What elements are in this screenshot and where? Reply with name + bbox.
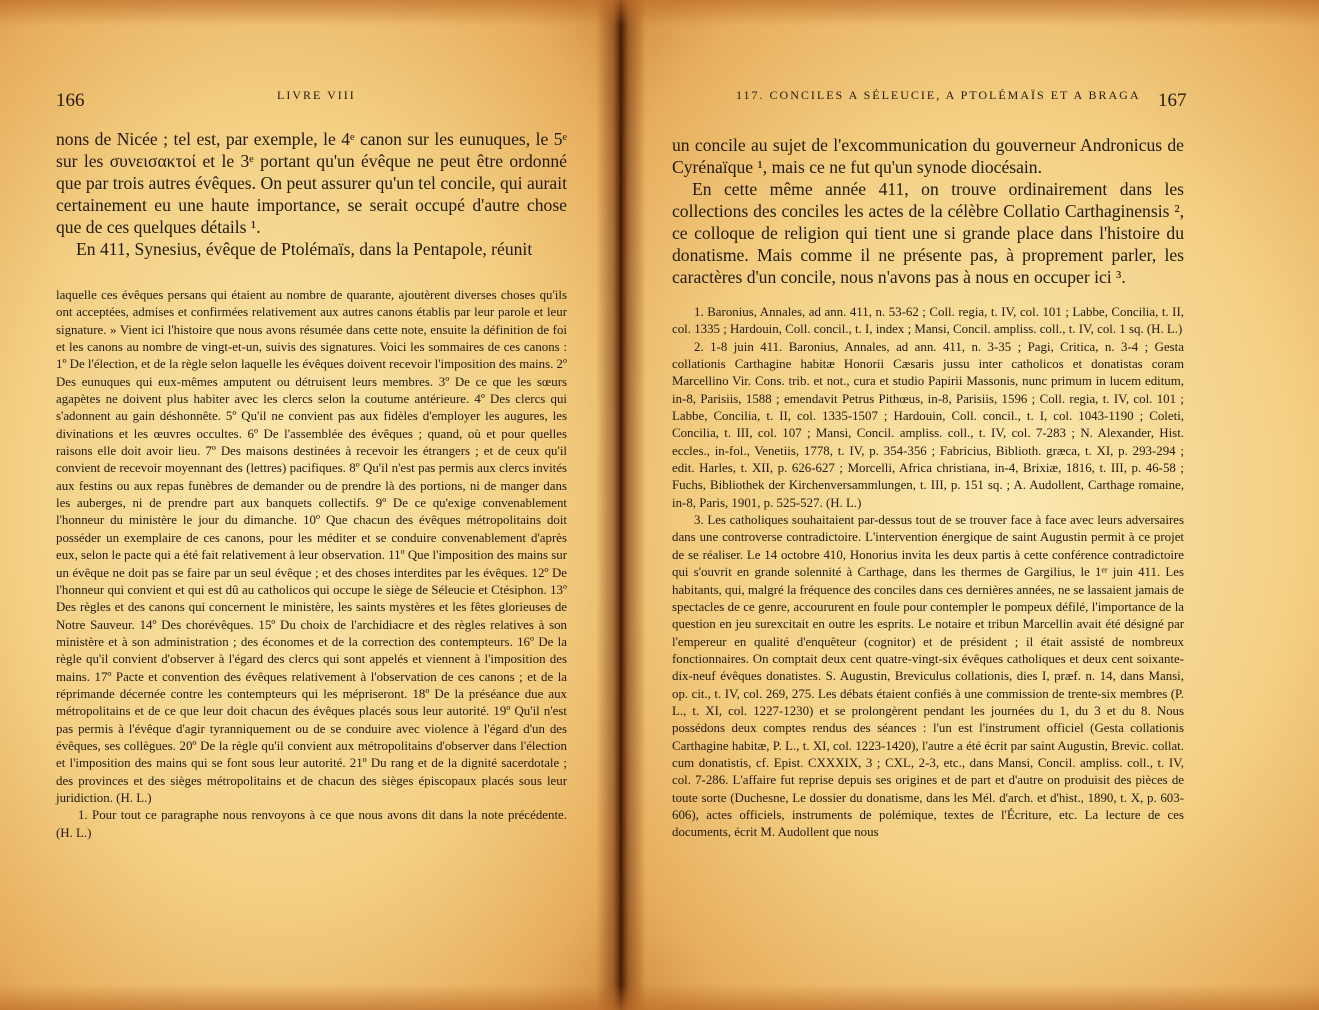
running-head: LIVRE VIII — [277, 88, 356, 102]
footnote: 1. Baronius, Annales, ad ann. 411, n. 53-62 ; Coll. regia, t. IV, col. 101 ; Labbe, Concilia, t. II, col. 1335 ; Hardouin, Coll. concil., t. I, index ; Mansi, Concil. ampliss. coll., t. IV, col. 1 sq. (H. L.) — [672, 305, 1184, 337]
main-paragraph: nons de Nicée ; tel est, par exemple, le 4ᵉ canon sur les eunuques, le 5ᵉ sur les συνεισακτοί et le 3ᵉ portant qu'un évêque ne peut être ordonné que par trois autres évêques. On peut assurer qu'un tel concile, qui aurait certainement eu une haute importance, se serait occupé d'autre chose que de ces quelques détails ¹. — [56, 129, 567, 237]
footnote: 2. 1-8 juin 411. Baronius, Annales, ad ann. 411, n. 3-35 ; Pagi, Critica, n. 3-4 ; Gesta collationis Carthagine habitæ Honorii Cæsaris jussu inter catholicos et donatistas coram Marcellino Vir. Cons. trib. et not., cura et studio Papirii Massonis, nunc primum in lucem editum, in-8, Parisiis, 1588 ; emendavit Petrus Pithœus, in-8, Parisiis, 1596 ; Coll. regia, t. IV, col. 101 ; Labbe, Concilia, t. II, col. 1335-1507 ; Hardouin, Coll. concil., t. I, col. 1043-1190 ; Coleti, Concilia, t. III, col. 107 ; Mansi, Concil. ampliss. coll., t. IV, col. 7-283 ; N. Alexander, Hist. eccles., in-fol., Venetiis, 1778, t. IV, p. 354-356 ; Fabricius, Biblioth. græca, t. XI, p. 293-294 ; edit. Harles, t. XII, p. 626-627 ; Morcelli, Africa christiana, in-4, Brixiæ, 1816, t. III, p. 46-58 ; Fuchs, Bibliothek der Kirchenversammlungen, t. III, p. 151 sq. ; A. Audollent, Carthage romaine, in-8, Paris, 1901, p. 525-527. (H. L.) — [672, 339, 1184, 510]
book-gutter — [596, 0, 646, 1010]
page-number: 166 — [56, 90, 85, 111]
page-edge-shadow — [0, 0, 1319, 26]
main-paragraph: En cette même année 411, on trouve ordinairement dans les collections des conciles les actes de la célèbre Collatio Carthaginensis ², ce colloque de religion qui tient une si grande place dans l'histoire du donatisme. Mais comme il ne présente pas, à proprement parler, les caractères d'un concile, nous n'avons pas à nous en occuper ici ³. — [672, 179, 1184, 287]
footnote-block — [672, 304, 1184, 842]
running-head: 117. CONCILES A SÉLEUCIE, A PTOLÉMAÏS ET A BRAGA — [736, 88, 1141, 102]
right-page — [622, 0, 1319, 1010]
footnote: 1. Pour tout ce paragraphe nous renvoyons à ce que nous avons dit dans la note précédente. (H. L.) — [56, 808, 567, 840]
main-paragraph: un concile au sujet de l'excommunication du gouverneur Andronicus de Cyrénaïque ¹, mais ce ne fut qu'un synode diocésain. — [672, 135, 1184, 177]
left-page — [0, 0, 620, 1010]
footnote: 3. Les catholiques souhaitaient par-dessus tout de se trouver face à face avec leurs adversaires dans une controverse contradictoire. L'intervention énergique de saint Augustin permit à ce projet de se réaliser. Le 14 octobre 410, Honorius invita les deux partis à cette conférence contradictoire qui s'ouvrit en grande solennité à Carthage, dans les thermes de Gargilius, le 1ᵉʳ juin 411. Les habitants, qui, malgré la fréquence des conciles dans ces dernières années, ne se lassaient jamais de spectacles de ce genre, accoururent en foule pour contempler le pompeux défilé, l'importance de la question en jeu surexcitait en outre les esprits. Le notaire et tribun Marcellin avait été désigné par l'empereur en qualité d'enquêteur (cognitor) et de président ; il était assisté de nombreux fonctionnaires. On comptait deux cent quatre-vingt-six évêques catholiques et deux cent soixante-dix-neuf évêques donatistes. S. Augustin, Breviculus collationis, dies I, præf. n. 14, dans Mansi, op. cit., t. IV, col. 269, 275. Les débats étaient confiés à une commission de trente-six membres (P. L., t. XI, col. 1227-1230) et se prolongèrent pendant les journées du 1, du 3 et du 8. Nous possédons deux comptes rendus des séances : l'un est l'instrument officiel (Gesta collationis Carthagine habitæ, P. L., t. XI, col. 1223-1420), l'autre a été écrit par saint Augustin, Brevic. collat. cum donatistis, cf. Epist. CXXXIX, 3 ; CXL, 2-3, etc., dans Mansi, Concil. ampliss. coll., t. IV, col. 7-286. L'affaire fut reprise depuis ses origines et de part et d'autre on produisit des pièces de toute sorte (Duchesne, Le dossier du donatisme, dans les Mél. d'arch. et d'hist., 1890, t. X, p. 603-606), actes officiels, instruments de polémique, textes de l'Écriture, etc. La lecture de ces documents, écrit M. Audollent que nous — [672, 513, 1184, 840]
page-number: 167 — [1158, 90, 1187, 111]
footnote-block — [56, 287, 567, 842]
main-paragraph: En 411, Synesius, évêque de Ptolémaïs, dans la Pentapole, réunit — [76, 239, 533, 259]
footnote-continuation: laquelle ces évêques persans qui étaient au nombre de quarante, ajoutèrent diverses choses qu'ils ont acceptées, admises et confirmées relativement aux autres canons établis par leur parole et leur signature. » Vient ici l'histoire que nous avons résumée dans cette note, ensuite la définition de foi et les canons au nombre de vingt-et-un, suivis des signatures. Voici les sommaires de ces canons : 1º De l'élection, et de la règle selon laquelle les évêques doivent recevoir l'imposition des mains. 2º Des eunuques qui eux-mêmes amputent ou détruisent leurs membres. 3º De ce que les sœurs agapètes ne doivent plus habiter avec les clercs selon la coutume antérieure. 4º Des clercs qui s'adonnent au gain déshonnête. 5º Qu'il ne convient pas aux fidèles d'employer les augures, les divinations et les œuvres occultes. 6º De l'assemblée des évêques ; quand, où et pour quelles raisons elle doit avoir lieu. 7º Des maisons destinées à recevoir les étrangers ; et de ceux qu'il convient de recevoir moyennant des (lettres) pacifiques. 8º Qu'il n'est pas permis aux clercs invités aux festins ou aux repas funèbres de demander ou de prendre là des portions, ni de manger dans les auberges, ni de prendre part aux banquets collectifs. 9º De ce qu'exige convenablement l'honneur du ministère le jour du dimanche. 10º Que chacun des évêques métropolitains doit posséder un exemplaire de ces canons, pour les méditer et se conduire convenablement d'après eux, selon le pacte qui a été fait relativement à leur observation. 11º Que l'imposition des mains sur un évêque ne doit pas se faire par un seul évêque ; et des choses interdites par les évêques. 12º De l'honneur qui convient et qui est dû au catholicos qui occupe le siège de Séleucie et Ctésiphon. 13º Des règles et des canons qui concernent le ministère, les saints mystères et les fêtes glorieuses de Notre Sauveur. 14º Des chorévêques. 15º Du choix de l'archidiacre et des règles relatives à son ministère et à son administration ; des économes et de la correction des contempteurs. 16º De la règle qu'il convient d'observer à l'égard des clercs qui sont appelés et viennent à l'imposition des mains. 17º Pacte et convention des évêques relativement à l'observation de ces canons ; et de la réprimande décernée contre les contempteurs qui les mépriseront. 18º De la préséance due aux métropolitains et de ce que leur doit chacun des évêques placés sous leur autorité. 19º Qu'il n'est pas permis à l'évêque d'agir tyranniquement ou de se conduire avec violence à l'égard d'un des évêques, ses collègues. 20º De la règle qu'il convient aux métropolitains d'observer dans l'élection et l'imposition des mains qui se font sous leur autorité. 21º Du rang et de la dignité sacerdotale ; des provinces et des sièges métropolitains et de chacun des sièges épiscopaux placés sous leur juridiction. (H. L.) — [56, 288, 567, 805]
main-text-block — [56, 128, 567, 260]
page-edge-shadow — [0, 984, 1319, 1010]
main-text-block — [672, 134, 1184, 288]
